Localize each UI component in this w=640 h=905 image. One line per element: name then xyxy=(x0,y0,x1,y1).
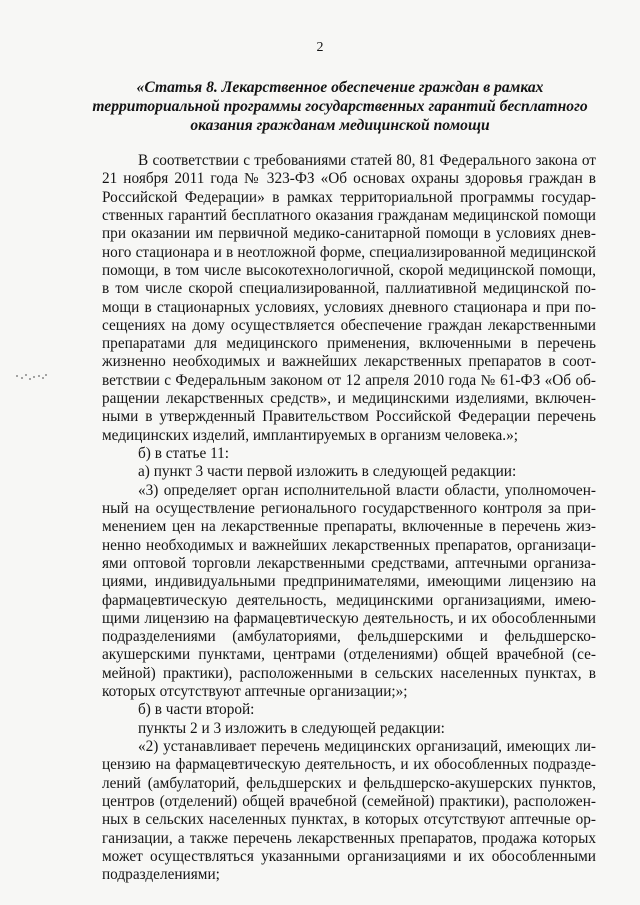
body-line: при оказании им первичной медико-санитарной помощи в условиях днев- xyxy=(102,225,596,243)
body-line: «3) определяет орган исполнительной власти области, уполномочен- xyxy=(138,481,596,499)
body-line: б) в статье 11: xyxy=(138,445,230,462)
body-line: б) в части второй: xyxy=(138,701,255,719)
article-title-line: оказания гражданам медицинской помощи xyxy=(190,117,490,134)
body-line: менением цен на лекарственные препараты, включенные в перечень жиз- xyxy=(102,518,596,536)
body-line: в том числе скорой специализированной, паллиативной медицинской по- xyxy=(102,280,596,298)
body-line: центров (отделений) общей врачебной (семейной) практики), расположен- xyxy=(102,792,596,810)
body-line: мейной) практики), расположенными в сельских населенных пунктах, в xyxy=(102,664,596,682)
body-line: а) пункт 3 части первой изложить в следующей редакции: xyxy=(138,463,517,481)
body-line: ных в сельских населенных пунктах, в которых отсутствуют аптечные ор- xyxy=(102,811,596,829)
body-line: ственных гарантий бесплатного оказания гражданам медицинской помощи xyxy=(102,206,596,224)
body-line: ями оптовой торговли лекарственными средствами, аптечными организа- xyxy=(102,554,596,572)
body-line: ненно необходимых и важнейших лекарственных препаратов, организаци- xyxy=(102,536,596,554)
body-line: ный на осуществление регионального государственного контроля за при- xyxy=(102,499,596,517)
body-line: циями, индивидуальными предпринимателями, имеющими лицензию на xyxy=(102,573,596,591)
body-line: 21 ноября 2011 года № 323-ФЗ «Об основах охраны здоровья граждан в xyxy=(102,170,596,188)
body-line: ращении лекарственных средств», и медицинскими изделиями, включен- xyxy=(102,390,596,408)
body-line: помощи, в том числе высокотехнологичной, скорой медицинской помощи, xyxy=(102,261,596,279)
body-line: акушерскими пунктами, центрами (отделениями) общей врачебной (се- xyxy=(102,646,596,664)
article-title xyxy=(88,78,592,135)
article-title-line: «Статья 8. Лекарственное обеспечение граждан в рамках xyxy=(136,79,544,96)
body-line: цензию на фармацевтическую деятельность, и их обособленных подразде- xyxy=(102,756,596,774)
body-line: пункты 2 и 3 изложить в следующей редакции: xyxy=(138,719,445,737)
body-line: медицинских изделий, имплантируемых в организм человека.»; xyxy=(102,426,519,444)
body-line: ветствии с Федеральным законом от 12 апреля 2010 года № 61-ФЗ «Об об- xyxy=(102,371,596,389)
body-line: жизненно необходимых и важнейших лекарственных препаратов в соот- xyxy=(102,353,596,371)
body-line: подразделениями; xyxy=(102,866,220,884)
body-line: ными в утвержденный Правительством Российской Федерации перечень xyxy=(102,408,596,426)
body-line: сещениях на дому осуществляется обеспечение граждан лекарственными xyxy=(102,316,596,334)
body-line: фармацевтическую деятельность, медицинскими организациями, имею- xyxy=(102,591,596,609)
body-line: щими лицензию на фармацевтическую деятельность, и их обособленными xyxy=(102,609,596,627)
document-body xyxy=(102,152,596,885)
page-number: 2 xyxy=(316,40,324,55)
body-line: «2) устанавливает перечень медицинских организаций, имеющих ли- xyxy=(138,738,596,755)
body-line: ного стационара и в неотложной форме, специализированной медицинской xyxy=(102,243,596,261)
body-line: Российской Федерации» в рамках территориальной программы государ- xyxy=(102,188,596,206)
article-title-line: территориальной программы государственных гарантий бесплатного xyxy=(92,98,588,115)
body-line: препаратами для медицинского применения, включенными в перечень xyxy=(102,335,596,353)
body-line: мощи в стационарных условиях, условиях дневного стационара и при по- xyxy=(102,298,596,316)
scan-artifact xyxy=(14,372,48,382)
body-line: может осуществляться указанными организациями и их обособленными xyxy=(102,847,596,865)
body-line: которых отсутствуют аптечные организации;»; xyxy=(102,683,408,701)
body-line: ганизации, а также перечень лекарственных препаратов, продажа которых xyxy=(102,829,596,847)
body-line: подразделениями (амбулаториями, фельдшерскими и фельдшерско- xyxy=(102,628,596,646)
body-line: лений (амбулаторий, фельдшерских и фельдшерско-акушерских пунктов, xyxy=(102,774,596,792)
body-line: В соответствии с требованиями статей 80, 81 Федерального закона от xyxy=(138,152,596,169)
